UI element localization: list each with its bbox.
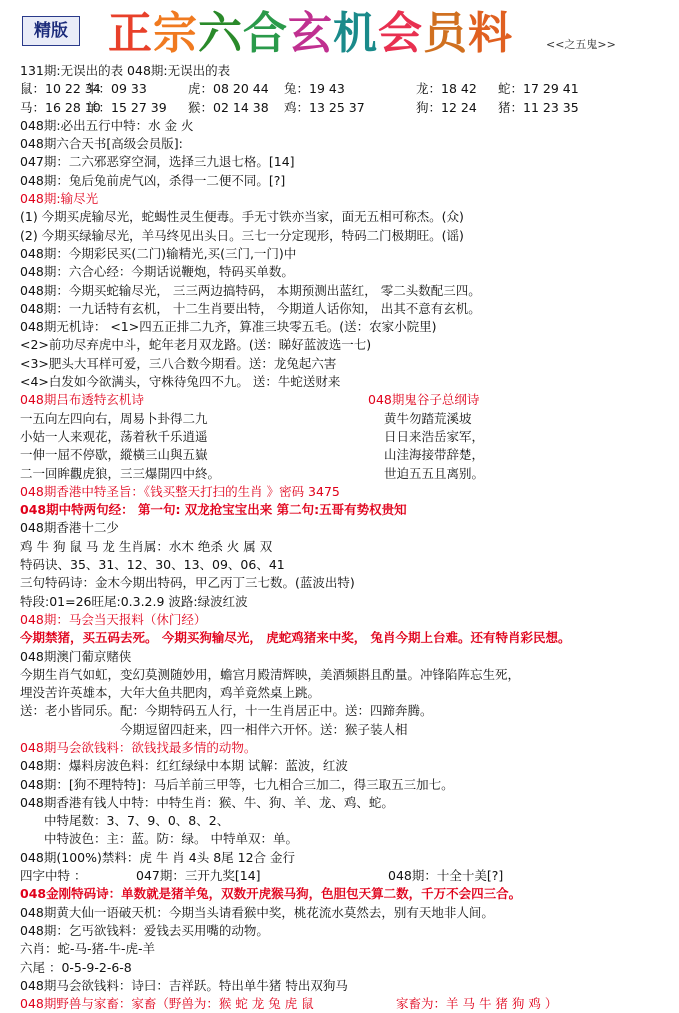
text-line: 047期：二六邪恶穿空洞，选择三九退七格。[14] xyxy=(20,154,295,170)
title-char: 合 xyxy=(243,8,288,59)
zodiac-row-1 xyxy=(20,80,660,98)
poem-left-line: 小姑一人来观花，荡着秋千乐逍遥 xyxy=(20,428,208,444)
text-line: 048期:必出五行中特：水 金 火 xyxy=(20,117,194,133)
section-heading xyxy=(20,995,660,1013)
zodiac-cell: 狗：12 24 xyxy=(416,99,477,115)
text-line: 048期六合天书[高级会员版]: xyxy=(20,136,183,152)
zodiac-cell: 龙：18 42 xyxy=(416,81,477,97)
title-char: 正 xyxy=(108,8,153,59)
poem-left-line: 一五向左四向右，周易卜卦得二九 xyxy=(20,410,208,426)
section-heading: 048期中特两句经： 第一句: 双龙抢宝宝出来 第二句:五哥有势权贵知 xyxy=(20,502,407,518)
author-tag: <<之五鬼>> xyxy=(546,38,616,51)
poem-line xyxy=(20,410,660,428)
title-char: 六 xyxy=(198,8,243,59)
text-line: 三句特码诗：金木今期出特码，甲乙丙丁三七数。(蓝波出特) xyxy=(20,575,355,591)
zodiac-cell: 鼠：10 22 34 xyxy=(20,81,101,97)
text-segment: 048期：十全十美[?] xyxy=(388,868,504,884)
zodiac-cell: 马：16 28 10 xyxy=(20,99,101,115)
poem-right-line: 世迫五五且离别。 xyxy=(384,465,485,481)
zodiac-cell: 鸡：13 25 37 xyxy=(284,99,365,115)
text-line: <2>前功尽弃虎中斗，蛇年老月双龙路。(送：睇好蓝波选一七) xyxy=(20,337,372,353)
text-line: 鸡 牛 狗 鼠 马 龙 生肖属：水木 绝杀 火 属 双 xyxy=(20,538,273,554)
section-heading: 048期香港中特圣旨：《钱买整天打扫的生肖 》密码 3475 xyxy=(20,483,340,499)
poem-headings xyxy=(20,391,660,409)
text-line: 048期黄大仙一语破天机：今期当头请看猴中奖，桃花流水莫然去，别有天地非人间。 xyxy=(20,904,494,920)
zodiac-cell: 羊：15 27 39 xyxy=(86,99,167,115)
text-line: 埋没苦许英雄本，大年大鱼共肥肉，鸡羊竟然桌上跳。 xyxy=(20,685,321,701)
title-char: 玄 xyxy=(288,8,333,59)
page-title xyxy=(108,8,513,60)
poem-left-line: 一伸一屈不停歇，縱橫三山與五嶽 xyxy=(20,447,208,463)
text-line: 048期：兔后兔前虎气凶，杀得一二便不同。[?] xyxy=(20,172,286,188)
text-segment: 家畜为：羊 马 牛 猪 狗 鸡 ） xyxy=(396,996,558,1012)
highlight-line: 今期禁猪，买五码去死。 今期买狗输尽光， 虎蛇鸡猪来中奖， 兔肖今期上台难。还有特肖彩民想。 xyxy=(20,630,571,646)
header xyxy=(0,0,679,62)
text-line: 048期澳门葡京赌侠 xyxy=(20,648,132,664)
text-line: 今期生肖气如虹，变幻莫测随妙用，蟾宫月殿清辉映，美酒频斟且酌量。冲锋陷阵忘生死， xyxy=(20,666,521,682)
content xyxy=(20,62,660,1013)
title-char: 宗 xyxy=(153,8,198,59)
text-line: 048期：今期彩民买(二门)输精光,买(三门,一门)中 xyxy=(20,245,297,261)
text-line: 048期：爆料房波色料：红红绿绿中本期 试解：蓝波，红波 xyxy=(20,758,348,774)
zodiac-cell: 蛇：17 29 41 xyxy=(498,81,579,97)
text-line: 048期马会欲钱料：诗曰：吉祥跃。特出单牛猪 特出双狗马 xyxy=(20,977,348,993)
text-line: <3>肥头大耳样可爱，三八合数今期看。送：龙兔起六害 xyxy=(20,355,337,371)
text-line: 今期逗留四赶来，四一相伴六开怀。送：猴子装人相 xyxy=(120,721,408,737)
text-line: 特码诀、35、31、12、30、13、09、06、41 xyxy=(20,557,285,573)
section-heading: 048期马会欲钱料：欲钱找最多情的动物。 xyxy=(20,739,257,755)
text-line: 送：老小皆同乐。配：今期特码五人行，十一生肖居正中。送：四蹄奔腾。 xyxy=(20,703,433,719)
title-char: 会 xyxy=(378,8,423,59)
text-line: 048期：[狗不理特特]：马后羊前三甲等，七九相合三加二，得三取五三加七。 xyxy=(20,776,454,792)
text-segment: 四字中特 ： xyxy=(20,868,87,884)
text-line: 048期无机诗： <1>四五正排二九齐，算准三块零五毛。(送：农家小院里) xyxy=(20,319,437,335)
text-line: 048期香港十二少 xyxy=(20,520,119,536)
title-char: 员 xyxy=(423,8,468,59)
zodiac-cell: 虎：08 20 44 xyxy=(188,81,269,97)
text-line: 中特尾数：3、7、9、0、8、2、 xyxy=(44,813,230,829)
text-line: 048期：乞丐欲钱料：爱钱去买用嘴的动物。 xyxy=(20,922,269,938)
poem-left-heading: 048期吕布透特玄机诗 xyxy=(20,392,144,408)
poem-right-line: 日日来浩岳家军， xyxy=(384,428,485,444)
section-heading: 048期:输尽光 xyxy=(20,191,99,207)
highlight-line: 048金刚特码诗：单数就是猪羊兔，双数开虎猴马狗，色胆包天算二数，千万不会四三合。 xyxy=(20,886,522,902)
text-line: (2) 今期买绿输尽光，羊马终见出头日。三七一分定现形，特码二门极期旺。(谣) xyxy=(20,227,464,243)
text-line xyxy=(20,867,660,885)
text-line: <4>白发如今欲满头，守株待兔四不九。 送：牛蛇送财来 xyxy=(20,374,341,390)
poem-line xyxy=(20,446,660,464)
edition-badge: 精版 xyxy=(22,16,80,46)
poem-left-line: 二一回眸觀虎狼，三三爆開四中終。 xyxy=(20,465,221,481)
text-line: 六尾 ：0-5-9-2-6-8 xyxy=(20,959,132,975)
zodiac-cell: 猴：02 14 38 xyxy=(188,99,269,115)
text-line: 特段:01=26旺尾:0.3.2.9 波路:绿波红波 xyxy=(20,593,248,609)
text-line: 中特波色：主：蓝。防：绿。 中特单双：单。 xyxy=(44,831,298,847)
poem-right-line: 山洼海接带辞楚， xyxy=(384,447,485,463)
title-char: 机 xyxy=(333,8,378,59)
text-line: 048期：一九话特有玄机， 十二生肖要出特， 今期道人话你知， 出其不意有玄机。 xyxy=(20,300,481,316)
text-line: 048期香港有钱人中特：中特生肖：猴、牛、狗、羊、龙、鸡、蛇。 xyxy=(20,794,394,810)
text-line: 048期(100%)禁料：虎 牛 肖 4头 8尾 12合 金行 xyxy=(20,849,296,865)
poem-right-heading: 048期鬼谷子总纲诗 xyxy=(368,392,480,408)
text-line: 048期：六合心经：今期话说鞭炮，特码买单数。 xyxy=(20,264,294,280)
poem-line xyxy=(20,428,660,446)
text-line: 048期：今期买蛇输尽光， 三三两边搞特码， 本期预测出蓝红， 零二头数配三四。 xyxy=(20,282,481,298)
zodiac-row-2 xyxy=(20,99,660,117)
zodiac-cell: 兔：19 43 xyxy=(284,81,345,97)
poem-line xyxy=(20,465,660,483)
poem-right-line: 黄牛勿踏荒溪坡 xyxy=(384,410,472,426)
text-segment: 047期：三开九奖[14] xyxy=(136,868,261,884)
section-heading: 048期：马会当天报料（休门经） xyxy=(20,611,207,627)
text-line: (1) 今期买虎输尽光，蛇蝎性灵生便毒。手无寸铁亦当家，面无五相可称杰。(众) xyxy=(20,209,464,225)
title-char: 料 xyxy=(468,8,513,59)
zodiac-cell: 牛：09 33 xyxy=(86,81,147,97)
zodiac-cell: 猪：11 23 35 xyxy=(498,99,579,115)
text-line: 六肖：蛇-马-猪-牛-虎-羊 xyxy=(20,941,156,957)
text-line: 131期:无误出的表 048期:无误出的表 xyxy=(20,63,231,78)
text-segment: 048期野兽与家畜：家畜（野兽为：猴 蛇 龙 兔 虎 鼠 xyxy=(20,996,314,1012)
